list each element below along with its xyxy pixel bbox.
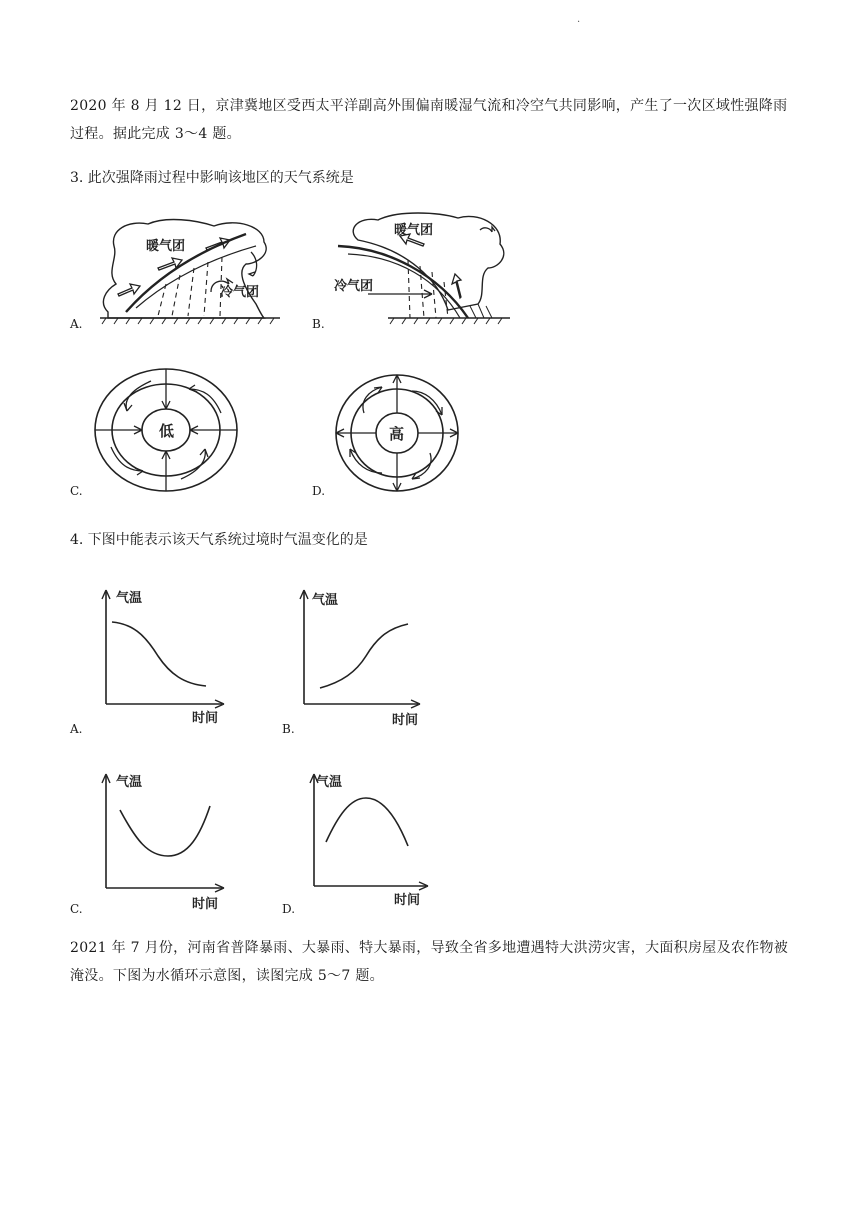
q3-a-warm-label: 暖气团 (146, 239, 186, 254)
q3-option-b-cold-front-diagram (328, 210, 518, 327)
q3-c-center-label: 低 (159, 422, 175, 440)
q4-option-d-letter: D. (282, 902, 296, 916)
q4-a-temperature-curve (112, 622, 206, 686)
q4-option-a-graph (96, 586, 228, 726)
q4-b-y-label: 气温 (312, 593, 339, 608)
question-4-stem: 4. 下图中能表示该天气系统过境时气温变化的是 (70, 532, 368, 548)
q3-option-b-letter: B. (312, 317, 325, 331)
q4-a-x-label: 时间 (192, 711, 219, 726)
q4-d-temperature-curve (326, 798, 408, 846)
q3-option-c-low-pressure-diagram (93, 367, 239, 493)
q3-option-a-letter: A. (70, 317, 83, 331)
q3-b-cold-label: 冷气团 (334, 279, 374, 294)
q4-b-x-label: 时间 (392, 713, 419, 728)
q3-option-c-letter: C. (70, 484, 83, 498)
q4-option-a-letter: A. (70, 722, 83, 736)
q4-c-y-label: 气温 (116, 775, 143, 790)
q3-option-a-warm-front-diagram (96, 212, 286, 327)
intro-paragraph-q3-4: 2020 年 8 月 12 日，京津冀地区受西太平洋副高外围偏南暖湿气流和冷空气共同影响，产生了一次区域性强降雨过程。据此完成 3～4 题。 (70, 98, 788, 142)
q4-option-b-graph (290, 586, 426, 726)
question-3-stem: 3. 此次强降雨过程中影响该地区的天气系统是 (70, 170, 354, 186)
q4-option-c-graph (96, 770, 228, 912)
q4-option-d-graph (304, 770, 434, 910)
q3-d-center-label: 高 (389, 425, 405, 443)
q3-option-d-high-pressure-diagram (334, 373, 460, 493)
header-mark: . (577, 14, 581, 25)
q3-b-warm-label: 暖气团 (394, 223, 434, 238)
q4-b-temperature-curve (320, 624, 408, 688)
q4-c-temperature-curve (120, 806, 210, 856)
q4-a-y-label: 气温 (116, 591, 143, 606)
intro-paragraph-q5-7: 2021 年 7 月份，河南省普降暴雨、大暴雨、特大暴雨，导致全省多地遭遇特大洪涝灾害，大面积房屋及农作物被淹没。下图为水循环示意图，读图完成 5～7 题。 (70, 940, 789, 984)
q3-option-d-letter: D. (312, 484, 326, 498)
q4-c-x-label: 时间 (192, 897, 219, 912)
q4-option-b-letter: B. (282, 722, 295, 736)
q4-d-x-label: 时间 (394, 893, 421, 908)
q3-a-cold-label: 冷气团 (220, 285, 260, 300)
q4-option-c-letter: C. (70, 902, 83, 916)
q4-d-y-label: 气温 (316, 775, 343, 790)
